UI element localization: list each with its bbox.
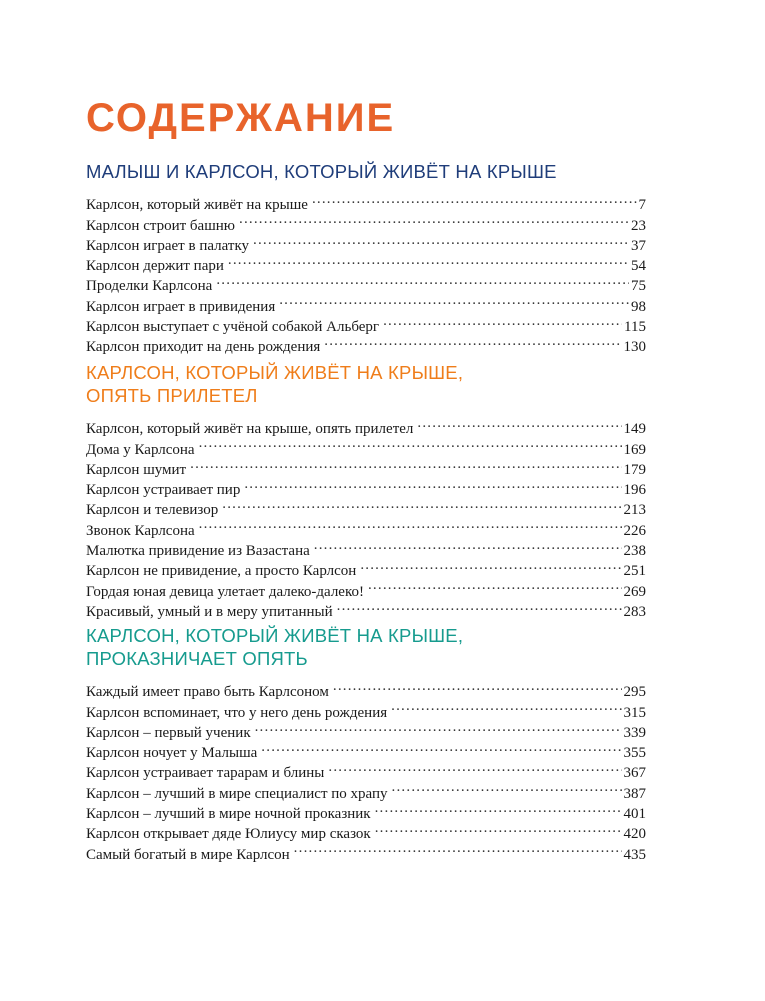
dot-leader: [328, 757, 621, 777]
dot-leader: [222, 494, 621, 514]
entry-title: Карлсон держит пари: [86, 258, 224, 275]
entry-page-number: 387: [623, 785, 646, 802]
section-title-line: ОПЯТЬ ПРИЛЕТЕЛ: [86, 385, 258, 406]
entry-title: Дома у Карлсона: [86, 441, 195, 458]
entry-title: Карлсон шумит: [86, 461, 187, 478]
section-title-line: КАРЛСОН, КОТОРЫЙ ЖИВЁТ НА КРЫШЕ,: [86, 625, 464, 646]
entry-page-number: 37: [631, 237, 646, 254]
entry-title: Каждый имеет право быть Карлсоном: [86, 684, 329, 701]
entry-title: Карлсон – первый ученик: [86, 724, 251, 741]
dot-leader: [333, 676, 622, 696]
toc-section: [86, 160, 646, 356]
toc-section: [86, 361, 646, 620]
dot-leader: [261, 737, 621, 757]
entry-page-number: 295: [623, 684, 646, 701]
dot-leader: [228, 250, 629, 270]
dot-leader: [324, 331, 621, 351]
entry-list: [86, 413, 646, 620]
dot-leader: [244, 474, 621, 494]
entry-title: Карлсон выступает с учёной собакой Альберг: [86, 319, 380, 336]
entry-list: [86, 676, 646, 863]
entry-page-number: 238: [623, 543, 646, 560]
entry-title: Малютка привидение из Вазастана: [86, 543, 310, 560]
toc-entry[interactable]: [86, 189, 646, 214]
entry-page-number: 179: [623, 461, 646, 478]
dot-leader: [391, 696, 621, 716]
entry-title: Карлсон вспоминает, что у него день рождения: [86, 704, 388, 721]
entry-title: Карлсон – лучший в мире специалист по храпу: [86, 785, 388, 802]
entry-page-number: 315: [623, 704, 646, 721]
entry-page-number: 196: [623, 482, 646, 499]
dot-leader: [375, 798, 622, 818]
entry-title: Карлсон и телевизор: [86, 502, 219, 519]
section-title: [86, 624, 646, 670]
section-title: [86, 160, 646, 183]
dot-leader: [417, 413, 621, 433]
dot-leader: [375, 818, 622, 838]
entry-list: [86, 189, 646, 356]
page-title: СОДЕРЖАНИЕ: [86, 96, 396, 140]
entry-title: Гордая юная девица улетает далеко-далеко!: [86, 583, 364, 600]
entry-title: Красивый, умный и в меру упитанный: [86, 603, 333, 620]
dot-leader: [294, 838, 622, 858]
entry-title: Карлсон устраивает пир: [86, 482, 241, 499]
entry-page-number: 251: [623, 563, 646, 580]
entry-page-number: 226: [623, 522, 646, 539]
entry-page-number: 283: [623, 603, 646, 620]
entry-page-number: 420: [623, 826, 646, 843]
entry-page-number: 213: [623, 502, 646, 519]
entry-title: Проделки Карлсона: [86, 278, 213, 295]
toc-section: [86, 624, 646, 863]
dot-leader: [314, 535, 622, 555]
entry-page-number: 130: [623, 339, 646, 356]
section-title: [86, 361, 646, 407]
entry-title: Карлсон не привидение, а просто Карлсон: [86, 563, 357, 580]
entry-page-number: 339: [623, 724, 646, 741]
entry-page-number: 75: [631, 278, 646, 295]
dot-leader: [253, 230, 629, 250]
section-title-line: МАЛЫШ И КАРЛСОН, КОТОРЫЙ ЖИВЁТ НА КРЫШЕ: [86, 161, 557, 182]
entry-title: Карлсон устраивает тарарам и блины: [86, 765, 325, 782]
section-title-line: КАРЛСОН, КОТОРЫЙ ЖИВЁТ НА КРЫШЕ,: [86, 362, 464, 383]
entry-page-number: 355: [623, 745, 646, 762]
entry-title: Карлсон открывает дяде Юлиусу мир сказок: [86, 826, 371, 843]
dot-leader: [199, 433, 622, 453]
dot-leader: [383, 311, 622, 331]
dot-leader: [337, 596, 622, 616]
entry-page-number: 367: [623, 765, 646, 782]
entry-title: Карлсон – лучший в мире ночной проказник: [86, 806, 371, 823]
entry-title: Карлсон играет в палатку: [86, 237, 250, 254]
entry-title: Карлсон строит башню: [86, 217, 235, 234]
entry-title: Карлсон, который живёт на крыше, опять прилетел: [86, 421, 414, 438]
dot-leader: [199, 514, 622, 534]
entry-page-number: 115: [624, 319, 646, 336]
entry-page-number: 169: [623, 441, 646, 458]
entry-page-number: 435: [623, 846, 646, 863]
dot-leader: [279, 290, 629, 310]
section-title-line: ПРОКАЗНИЧАЕТ ОПЯТЬ: [86, 648, 308, 669]
dot-leader: [312, 189, 637, 209]
entry-title: Карлсон, который живёт на крыше: [86, 197, 308, 214]
entry-title: Самый богатый в мире Карлсон: [86, 846, 290, 863]
dot-leader: [392, 777, 622, 797]
entry-page-number: 54: [631, 258, 646, 275]
dot-leader: [368, 575, 622, 595]
dot-leader: [239, 209, 629, 229]
entry-title: Карлсон играет в привидения: [86, 298, 276, 315]
entry-title: Звонок Карлсона: [86, 522, 195, 539]
table-of-contents: [86, 90, 646, 863]
dot-leader: [255, 717, 622, 737]
entry-page-number: 149: [623, 421, 646, 438]
dot-leader: [216, 270, 629, 290]
entry-page-number: 269: [623, 583, 646, 600]
entry-title: Карлсон приходит на день рождения: [86, 339, 321, 356]
entry-page-number: 23: [631, 217, 646, 234]
dot-leader: [190, 454, 621, 474]
entry-page-number: 401: [623, 806, 646, 823]
entry-page-number: 7: [638, 197, 646, 214]
entry-title: Карлсон ночует у Малыша: [86, 745, 258, 762]
entry-page-number: 98: [631, 298, 646, 315]
dot-leader: [360, 555, 621, 575]
toc-entry[interactable]: [86, 413, 646, 438]
toc-entry[interactable]: [86, 676, 646, 701]
